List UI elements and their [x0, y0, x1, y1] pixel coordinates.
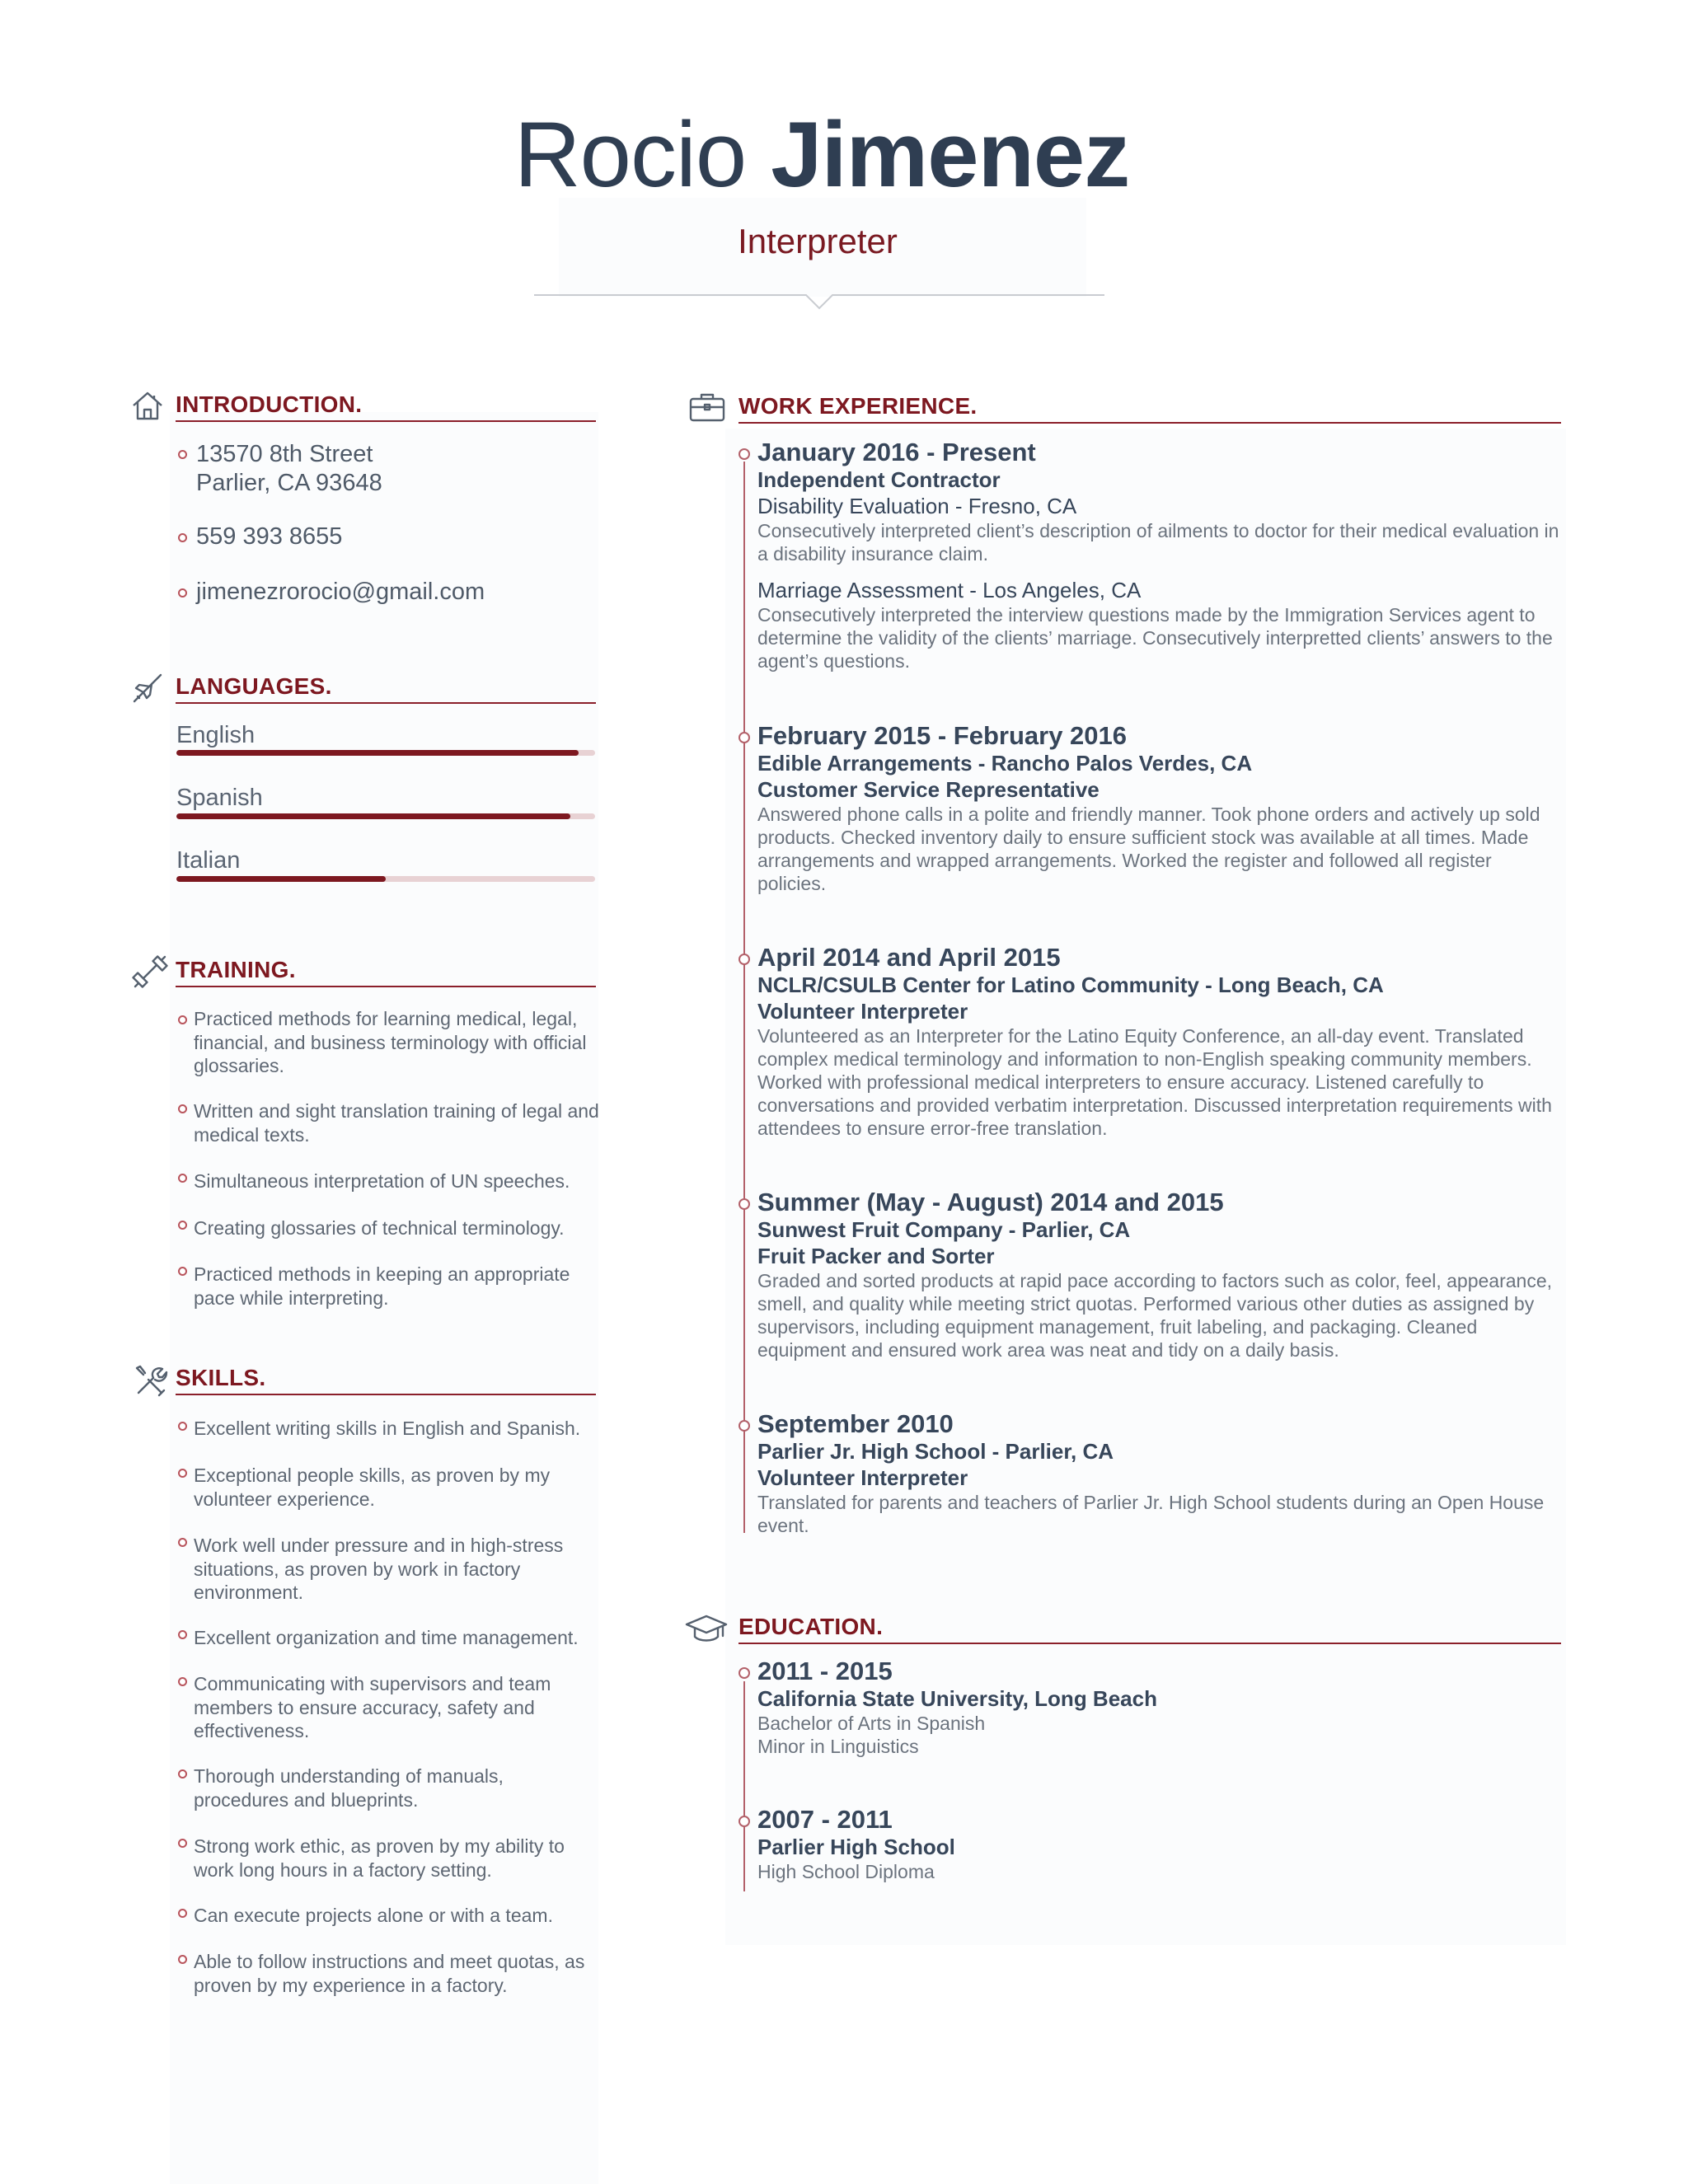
job-description: Translated for parents and teachers of Parlier Jr. High School students during an Open House event.	[757, 1492, 1545, 1536]
job-date: Summer (May - August) 2014 and 2015	[757, 1188, 1224, 1216]
job-role: Volunteer Interpreter	[757, 1465, 968, 1490]
training-item: Practiced methods in keeping an appropriate pace while interpreting.	[194, 1263, 570, 1309]
job-company: Sunwest Fruit Company - Parlier, CA	[757, 1217, 1131, 1242]
address	[196, 440, 592, 498]
introduction-heading-label: INTRODUCTION.	[176, 391, 363, 417]
education-years: 2011 - 2015	[757, 1657, 893, 1685]
job-description: Consecutively interpreted client’s description of ailments to doctor for their medical evaluation in a disability insurance claim.	[757, 520, 1559, 565]
training-heading-label: TRAINING.	[176, 957, 296, 982]
training-item: Creating glossaries of technical terminology.	[194, 1217, 565, 1239]
job-date: February 2015 - February 2016	[757, 721, 1128, 750]
bullet	[178, 1839, 187, 1848]
phone: 559 393 8655	[196, 523, 343, 550]
language-level-fill	[176, 876, 386, 882]
email[interactable]: jimenezrorocio@gmail.com	[196, 579, 485, 605]
skills-item: Communicating with supervisors and team members to ensure accuracy, safety and effectiveness.	[194, 1673, 551, 1741]
timeline-dot	[738, 1667, 750, 1679]
candidate-name	[0, 99, 1643, 211]
timeline-dot	[738, 732, 750, 743]
graduation-cap-icon	[685, 1611, 721, 1647]
home-icon	[129, 387, 166, 424]
bullet	[178, 1267, 187, 1276]
training-item: Practiced methods for learning medical, legal, financial, and business terminology with official glossaries.	[194, 1008, 587, 1076]
address-line-2: Parlier, CA 93648	[196, 470, 382, 496]
training-item: Simultaneous interpretation of UN speeches.	[194, 1170, 570, 1192]
timeline-dot	[738, 1816, 750, 1827]
language-level-fill	[176, 813, 570, 819]
bullet-address	[178, 450, 187, 459]
job-date: April 2014 and April 2015	[757, 943, 1061, 972]
language-name: English	[176, 722, 256, 748]
bullet	[178, 1104, 187, 1113]
skills-heading	[176, 1361, 596, 1395]
skills-item: Excellent organization and time management.	[194, 1627, 579, 1648]
job-entry	[757, 722, 1561, 895]
bullet	[178, 1174, 187, 1183]
job-entry	[757, 944, 1561, 1140]
education-heading-label: EDUCATION.	[738, 1614, 884, 1639]
skills-heading-label: SKILLS.	[176, 1365, 266, 1390]
job-company: Parlier Jr. High School - Parlier, CA	[757, 1439, 1114, 1464]
bullet	[178, 1955, 187, 1964]
job-role: Customer Service Representative	[757, 777, 1100, 802]
education-entry	[757, 1806, 1561, 1883]
bullet	[178, 1422, 187, 1431]
skills-item: Excellent writing skills in English and Spanish.	[194, 1418, 581, 1439]
work-experience-heading	[738, 389, 1561, 424]
language-level-fill	[176, 750, 579, 756]
first-name: Rocio	[513, 103, 747, 206]
job-description: Volunteered as an Interpreter for the Latino Equity Conference, an all-day event. Translated complex medical terminology and information to non-English speaking community members. Worked with professional medical interpreters to ensure accuracy. Listened carefully to conversations and provided verbatim interpretation. Discussed interpretation requirements with attendees to ensure error-free translation.	[757, 1025, 1552, 1139]
language-level-bar	[176, 750, 595, 756]
bullet-phone	[178, 533, 187, 542]
timeline-dot	[738, 448, 750, 460]
introduction-heading	[176, 387, 596, 422]
bullet-email	[178, 588, 187, 598]
languages-heading	[176, 669, 596, 704]
education-detail: Bachelor of Arts in Spanish	[757, 1713, 986, 1734]
bullet	[178, 1221, 187, 1230]
timeline-line	[743, 1681, 745, 1891]
job-description: Graded and sorted products at rapid pace according to factors such as color, feel, appearance, smell, and quality while meeting strict quotas. Performed various other duties as assigned by supervisors, including equipment management, fruit labeling, and packaging. Cleaned equipment and ensured work area was neat and tidy on a daily basis.	[757, 1270, 1553, 1361]
language-name: Spanish	[176, 785, 263, 811]
job-company: Edible Arrangements - Rancho Palos Verdes, CA	[757, 751, 1253, 776]
work-experience-heading-label: WORK EXPERIENCE.	[738, 393, 978, 419]
job-date: January 2016 - Present	[757, 438, 1036, 466]
language-level-bar	[176, 876, 595, 882]
education-heading	[738, 1610, 1561, 1644]
job-entry	[757, 438, 1561, 673]
bullet	[178, 1538, 187, 1547]
job-role: Volunteer Interpreter	[757, 999, 968, 1024]
training-item: Written and sight translation training of legal and medical texts.	[194, 1100, 599, 1146]
airplane-icon	[129, 670, 166, 706]
skills-item: Work well under pressure and in high-stress situations, as proven by work in factory environment.	[194, 1535, 564, 1603]
timeline-dot	[738, 954, 750, 965]
job-place: Disability Evaluation - Fresno, CA	[757, 494, 1077, 518]
skills-item: Thorough understanding of manuals, procedures and blueprints.	[194, 1765, 504, 1811]
timeline-dot	[738, 1198, 750, 1210]
education-detail: High School Diploma	[757, 1861, 935, 1882]
bullet	[178, 1769, 187, 1779]
header-divider	[534, 288, 1104, 313]
education-entry	[757, 1657, 1561, 1758]
education-detail: Minor in Linguistics	[757, 1736, 919, 1757]
job-entry	[757, 1410, 1561, 1537]
languages-heading-label: LANGUAGES.	[176, 673, 332, 699]
job-title: Interpreter	[738, 222, 898, 260]
education-school: California State University, Long Beach	[757, 1686, 1157, 1711]
bullet	[178, 1015, 187, 1024]
education-years: 2007 - 2011	[757, 1805, 893, 1834]
job-date: September 2010	[757, 1409, 954, 1438]
job-description: Answered phone calls in a polite and friendly manner. Took phone orders and actively up sold products. Checked inventory daily to ensure sufficient stock was available at all times. Made arrangements and wrapped arrangements. Worked the register and followed all register policies.	[757, 804, 1540, 894]
job-description: Consecutively interpreted the interview questions made by the Immigration Services agent to determine the validity of the clients’ marriage. Consecutively interpretted clients’ answers to the agent’s questions.	[757, 604, 1553, 672]
skills-item: Strong work ethic, as proven by my ability to work long hours in a factory setting.	[194, 1835, 565, 1881]
timeline-dot	[738, 1420, 750, 1432]
briefcase-icon	[688, 389, 724, 425]
job-place: Marriage Assessment - Los Angeles, CA	[757, 578, 1142, 602]
skills-item: Able to follow instructions and meet quotas, as proven by my experience in a factory.	[194, 1951, 585, 1996]
bullet	[178, 1630, 187, 1639]
skills-item: Can execute projects alone or with a team.	[194, 1905, 553, 1926]
language-level-bar	[176, 813, 595, 819]
bullet	[178, 1469, 187, 1478]
education-school: Parlier High School	[757, 1835, 955, 1859]
job-role: Independent Contractor	[757, 467, 1001, 492]
last-name: Jimenez	[771, 103, 1130, 206]
tools-icon	[132, 1363, 168, 1399]
job-company: NCLR/CSULB Center for Latino Community - Long Beach, CA	[757, 972, 1384, 997]
skills-item: Exceptional people skills, as proven by my volunteer experience.	[194, 1465, 551, 1510]
dumbbell-icon	[132, 954, 168, 990]
timeline-line	[743, 462, 745, 1533]
training-heading	[176, 953, 596, 987]
job-entry	[757, 1188, 1561, 1361]
bullet	[178, 1677, 187, 1686]
language-name: Italian	[176, 847, 241, 874]
address-line-1: 13570 8th Street	[196, 441, 373, 467]
job-role: Fruit Packer and Sorter	[757, 1244, 995, 1268]
bullet	[178, 1909, 187, 1918]
